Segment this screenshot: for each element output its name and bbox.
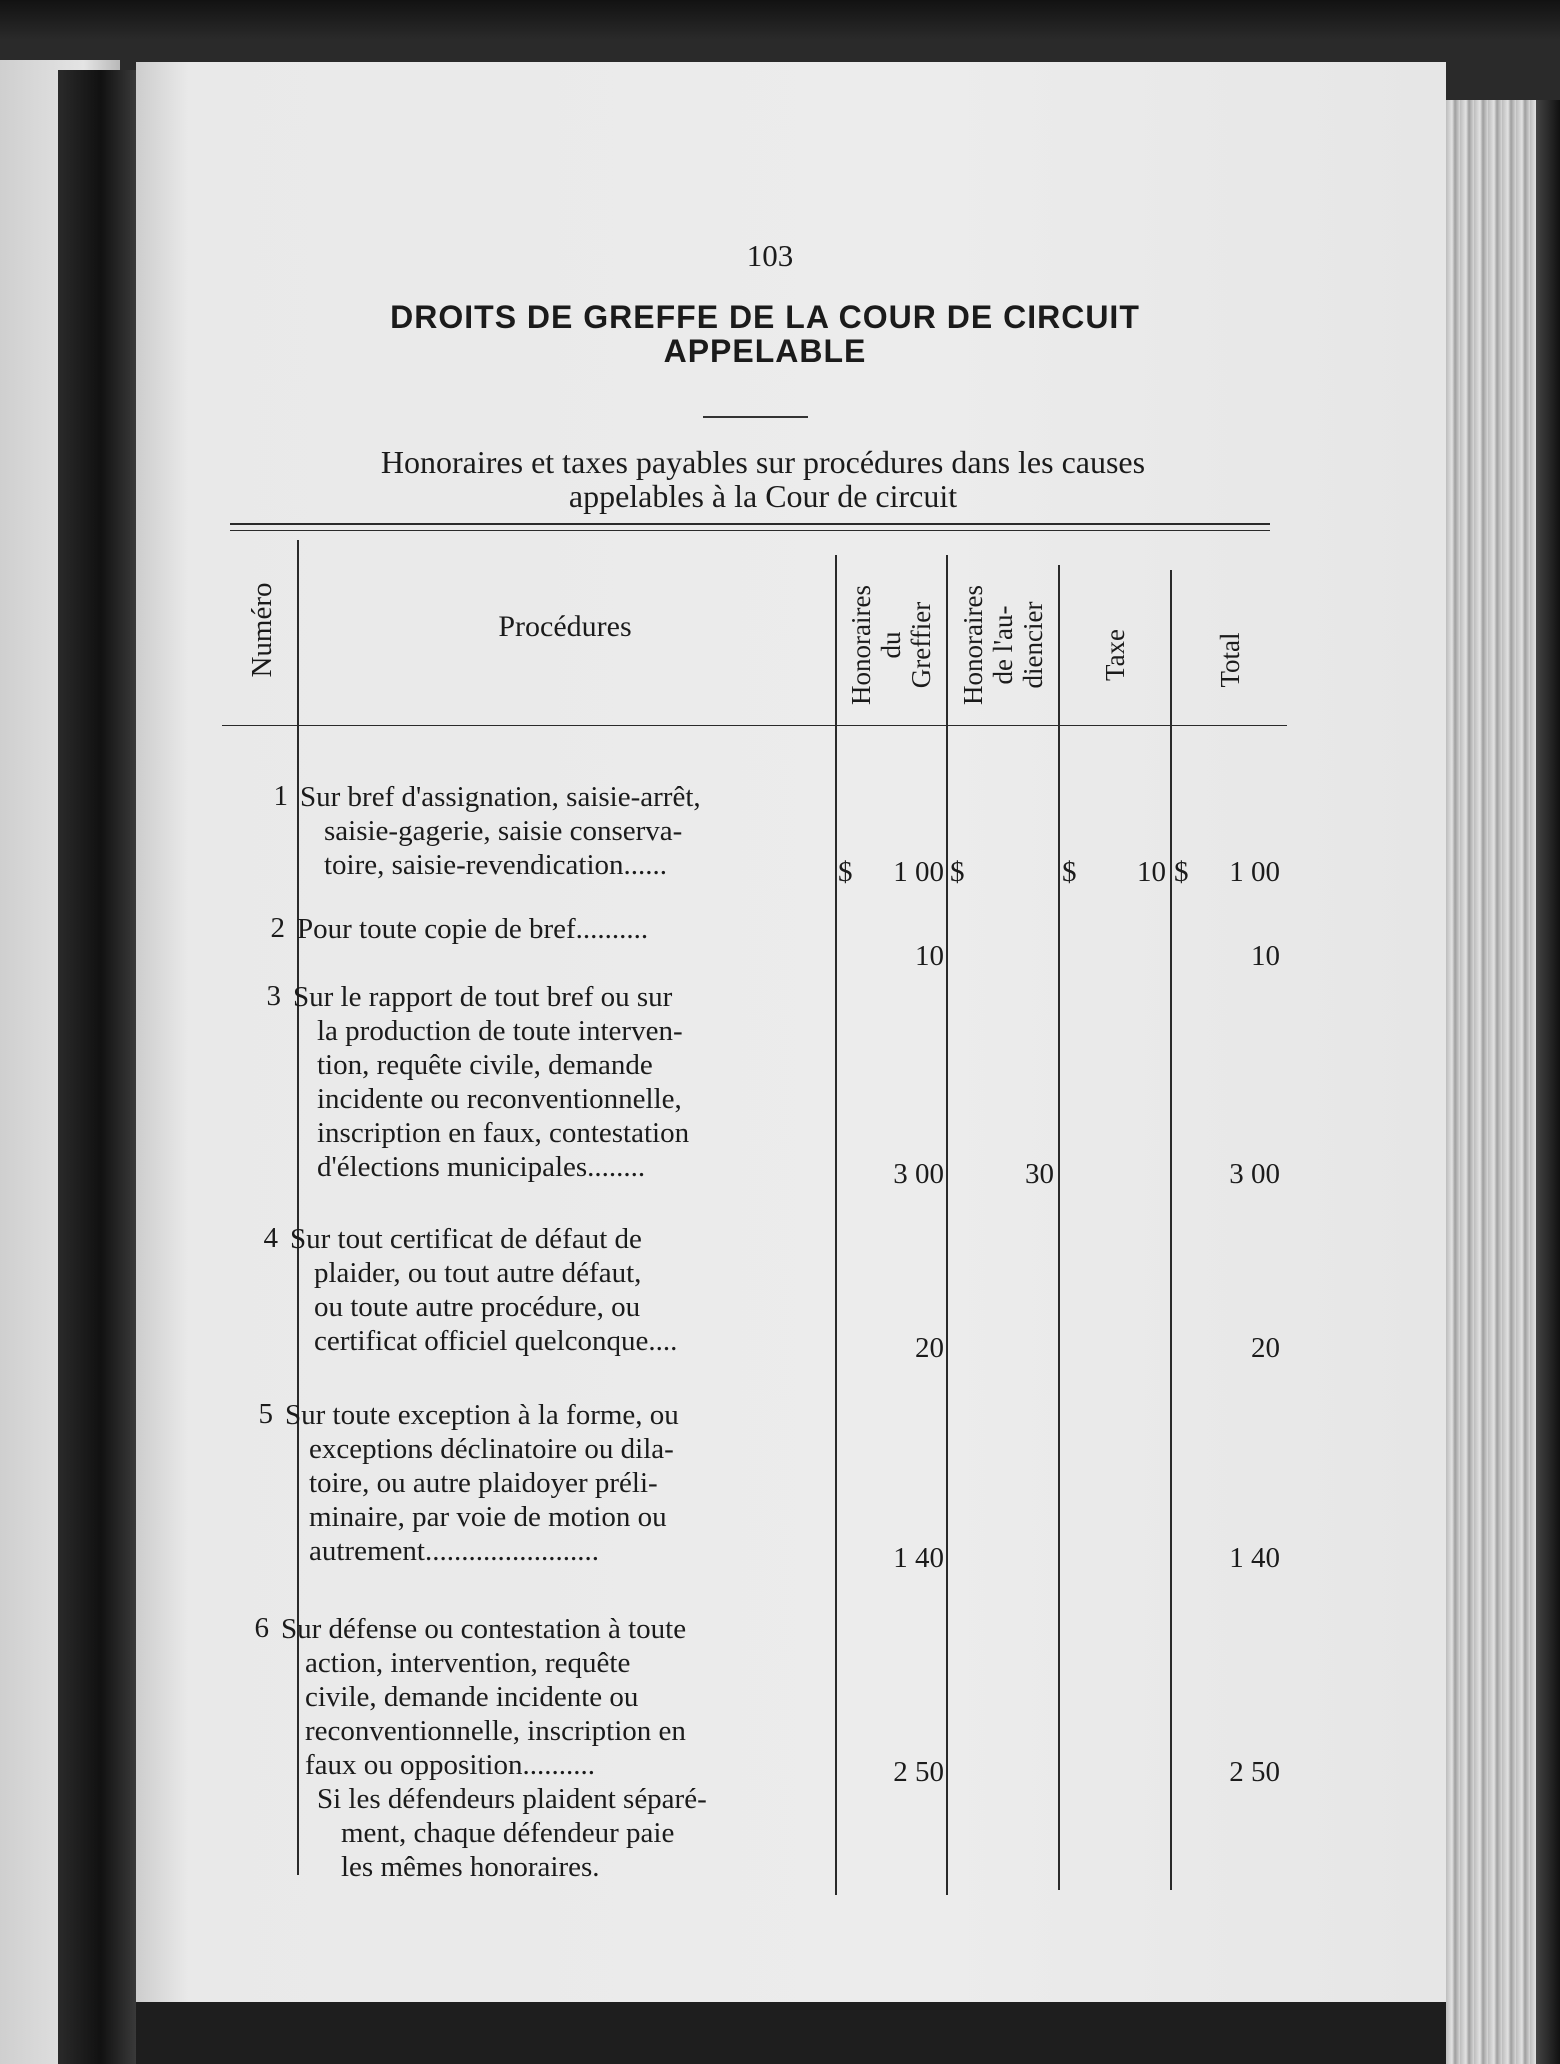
book-gutter bbox=[58, 70, 136, 2064]
header-total: Total bbox=[1215, 632, 1245, 688]
procedure-line: action, intervention, requête bbox=[305, 1647, 631, 1679]
col-divider-procedures bbox=[835, 555, 837, 1895]
page-title bbox=[250, 300, 1280, 368]
procedure-line: inscription en faux, contestation bbox=[317, 1117, 690, 1149]
procedure-line: d'élections municipales........ bbox=[317, 1151, 646, 1183]
row-number: 1 bbox=[273, 780, 288, 812]
amount-greffier: 3 00 bbox=[893, 1158, 944, 1190]
amount-greffier: 1 40 bbox=[893, 1542, 944, 1574]
procedure-line: toire, saisie-revendication...... bbox=[324, 849, 668, 881]
amount-total: 20 bbox=[1251, 1332, 1280, 1364]
row-number: 6 bbox=[254, 1612, 269, 1644]
header-greffier-line-1: Honoraires bbox=[846, 585, 876, 705]
row-procedure bbox=[297, 912, 821, 946]
row-procedure bbox=[285, 1398, 809, 1568]
row-procedure bbox=[290, 1222, 814, 1358]
amount-total: 10 bbox=[1251, 940, 1280, 972]
title-line-1: DROITS DE GREFFE DE LA COUR DE CIRCUIT bbox=[390, 299, 1140, 335]
dollar-sign-taxe: $ bbox=[1062, 856, 1077, 888]
procedure-line: Sur tout certificat de défaut de bbox=[290, 1223, 642, 1255]
title-rule bbox=[703, 416, 808, 418]
table-top-rule-2 bbox=[230, 530, 1270, 531]
amount-taxe: 10 bbox=[1137, 856, 1166, 888]
procedure-line: Sur le rapport de tout bref ou sur bbox=[293, 981, 673, 1013]
header-greffier-line-3: Greffier bbox=[906, 601, 936, 689]
procedure-line: certificat officiel quelconque.... bbox=[314, 1325, 678, 1357]
row-procedure bbox=[300, 780, 824, 882]
amount-total: 3 00 bbox=[1229, 1158, 1280, 1190]
procedure-line: reconventionnelle, inscription en bbox=[305, 1715, 686, 1747]
amount-greffier: 1 00 bbox=[893, 856, 944, 888]
procedure-line: tion, requête civile, demande bbox=[317, 1049, 653, 1081]
row-number: 5 bbox=[258, 1398, 273, 1430]
procedure-line: toire, ou autre plaidoyer préli- bbox=[309, 1467, 658, 1499]
amount-greffier: 20 bbox=[915, 1332, 944, 1364]
amount-audiencier: 30 bbox=[1025, 1158, 1054, 1190]
procedure-line: incidente ou reconventionnelle, bbox=[317, 1083, 682, 1115]
procedure-line: la production de toute interven- bbox=[317, 1015, 683, 1047]
caption-line-2: appelables à la Cour de circuit bbox=[568, 478, 958, 514]
header-bottom-rule bbox=[222, 725, 1287, 726]
procedure-line: autrement........................ bbox=[309, 1535, 599, 1567]
procedure-line: saisie-gagerie, saisie conserva- bbox=[324, 815, 683, 847]
procedure-line: les mêmes honoraires. bbox=[341, 1851, 600, 1883]
header-audiencier-line-3: diencier bbox=[1018, 601, 1048, 689]
procedure-line: Pour toute copie de bref.......... bbox=[297, 913, 649, 945]
header-audiencier-line-1: Honoraires bbox=[958, 585, 988, 705]
title-line-2: APPELABLE bbox=[663, 333, 867, 369]
page-edges bbox=[1446, 100, 1560, 2064]
procedure-line: exceptions déclinatoire ou dila- bbox=[309, 1433, 674, 1465]
col-divider-greffier bbox=[946, 555, 948, 1895]
header-greffier-line-2: du bbox=[876, 631, 906, 659]
table-caption bbox=[268, 445, 1258, 513]
row-procedure bbox=[281, 1612, 805, 1884]
procedure-line: ment, chaque défendeur paie bbox=[341, 1817, 675, 1849]
row-procedure bbox=[293, 980, 817, 1184]
header-procedures: Procédures bbox=[498, 610, 632, 643]
dollar-sign-audiencier: $ bbox=[950, 856, 965, 888]
procedure-line: minaire, par voie de motion ou bbox=[309, 1501, 667, 1533]
header-numero: Numéro bbox=[246, 582, 278, 678]
procedure-line: plaider, ou tout autre défaut, bbox=[314, 1257, 642, 1289]
amount-total: 1 40 bbox=[1229, 1542, 1280, 1574]
header-audiencier-line-2: de l'au- bbox=[988, 605, 1018, 685]
dollar-sign-greffier: $ bbox=[838, 856, 853, 888]
procedure-line: ou toute autre procédure, ou bbox=[314, 1291, 641, 1323]
caption-line-1: Honoraires et taxes payables sur procédures dans les causes bbox=[380, 444, 1146, 480]
header-greffier bbox=[846, 585, 936, 705]
header-audiencier bbox=[958, 585, 1048, 705]
row-number: 3 bbox=[266, 980, 281, 1012]
procedure-line: civile, demande incidente ou bbox=[305, 1681, 639, 1713]
procedure-line: faux ou opposition.......... bbox=[305, 1749, 595, 1781]
row-number: 4 bbox=[263, 1222, 278, 1254]
procedure-line: Sur bref d'assignation, saisie-arrêt, bbox=[300, 781, 701, 813]
table-top-rule bbox=[230, 523, 1270, 525]
dollar-sign-total: $ bbox=[1174, 856, 1189, 888]
amount-total: 1 00 bbox=[1229, 856, 1280, 888]
row-number: 2 bbox=[270, 912, 285, 944]
procedure-line: Si les défendeurs plaident séparé- bbox=[317, 1783, 707, 1815]
amount-greffier: 2 50 bbox=[893, 1756, 944, 1788]
amount-total: 2 50 bbox=[1229, 1756, 1280, 1788]
page-number: 103 bbox=[746, 238, 794, 273]
col-divider-audiencier bbox=[1058, 565, 1060, 1890]
col-divider-taxe bbox=[1170, 570, 1172, 1890]
amount-greffier: 10 bbox=[915, 940, 944, 972]
procedure-line: Sur défense ou contestation à toute bbox=[281, 1613, 687, 1645]
procedure-line: Sur toute exception à la forme, ou bbox=[285, 1399, 679, 1431]
header-taxe: Taxe bbox=[1100, 628, 1130, 682]
